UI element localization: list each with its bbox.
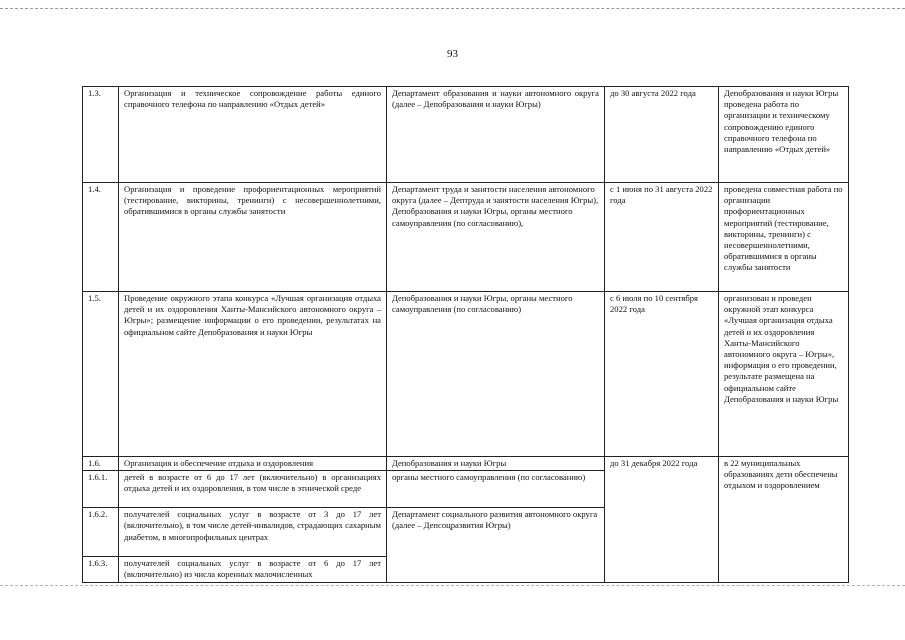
table-row	[83, 183, 849, 292]
table-row	[83, 457, 849, 471]
plan-table	[82, 86, 849, 583]
row-number: 1.4.	[83, 183, 119, 292]
row-number: 1.5.	[83, 292, 119, 457]
executor-cell: Департамент социального развития автономного округа (далее – Депсоцразвития Югры)	[387, 508, 605, 582]
deadline-cell: до 30 августа 2022 года	[605, 87, 719, 183]
page-number: 93	[447, 48, 458, 60]
result-cell: организован и проведен окружной этап конкурса «Лучшая организация отдыха детей и их оздоровления Ханты-Мансийского автономного округа – Югры», информация о его проведении, результате размещена на официальном сайте Депобразования и науки Югры	[719, 292, 849, 457]
deadline-cell: с 6 июля по 10 сентября 2022 года	[605, 292, 719, 457]
result-cell: проведена совместная работа по организации профориентационных мероприятий (тестирование, викторины, тренинги) с несовершеннолетними, обратившимися в органы службы занятости	[719, 183, 849, 292]
executor-cell: Департамент труда и занятости населения автономного округа (далее – Депτруда и занятости населения Югры), Депобразования и науки Югры, органы местного самоуправления (по согласованию),	[387, 183, 605, 292]
scan-edge-bottom	[0, 585, 905, 586]
activity-cell: детей в возрасте от 6 до 17 лет (включительно) в организациях отдыха детей и их оздоровления, в том числе в этнической среде	[119, 471, 387, 508]
activity-cell: получателей социальных услуг в возрасте от 3 до 17 лет (включительно), в том числе детей-инвалидов, страдающих сахарным диабетом, в многопрофильных центрах	[119, 508, 387, 557]
row-number: 1.6.3.	[83, 557, 119, 582]
activity-cell: Организация и обеспечение отдыха и оздоровления	[119, 457, 387, 471]
scan-edge-top	[0, 8, 905, 9]
activity-cell: Организация и техническое сопровождение работы единого справочного телефона по направлению «Отдых детей»	[119, 87, 387, 183]
activity-cell: Организация и проведение профориентационных мероприятий (тестирование, викторины, тренинги) с несовершеннолетними, обратившимися в органы службы занятости	[119, 183, 387, 292]
activity-cell: Проведение окружного этапа конкурса «Лучшая организация отдыха детей и их оздоровления Ханты-Мансийского автономного округа – Югры»; размещение информации о его проведении, результатах на официальном сайте Депобразования и науки Югры	[119, 292, 387, 457]
result-cell: в 22 муниципальных образованиях дети обеспечены отдыхом и оздоровлением	[719, 457, 849, 583]
row-number: 1.6.	[83, 457, 119, 471]
deadline-cell: с 1 июня по 31 августа 2022 года	[605, 183, 719, 292]
executor-cell: органы местного самоуправления (по согласованию)	[387, 471, 605, 508]
row-number: 1.3.	[83, 87, 119, 183]
row-number: 1.6.2.	[83, 508, 119, 557]
executor-cell: Депобразования и науки Югры	[387, 457, 605, 471]
table-row	[83, 87, 849, 183]
deadline-cell: до 31 декабря 2022 года	[605, 457, 719, 583]
result-cell: Депобразования и науки Югры проведена работа по организации и техническому сопровождению единого справочного телефона по направлению «Отдых детей»	[719, 87, 849, 183]
activity-cell: получателей социальных услуг в возрасте от 6 до 17 лет (включительно) из числа коренных малочисленных	[119, 557, 387, 582]
executor-cell: Департамент образования и науки автономного округа (далее – Депобразования и науки Югры)	[387, 87, 605, 183]
table-row	[83, 292, 849, 457]
executor-cell: Депобразования и науки Югры, органы местного самоуправления (по согласованию)	[387, 292, 605, 457]
row-number: 1.6.1.	[83, 471, 119, 508]
